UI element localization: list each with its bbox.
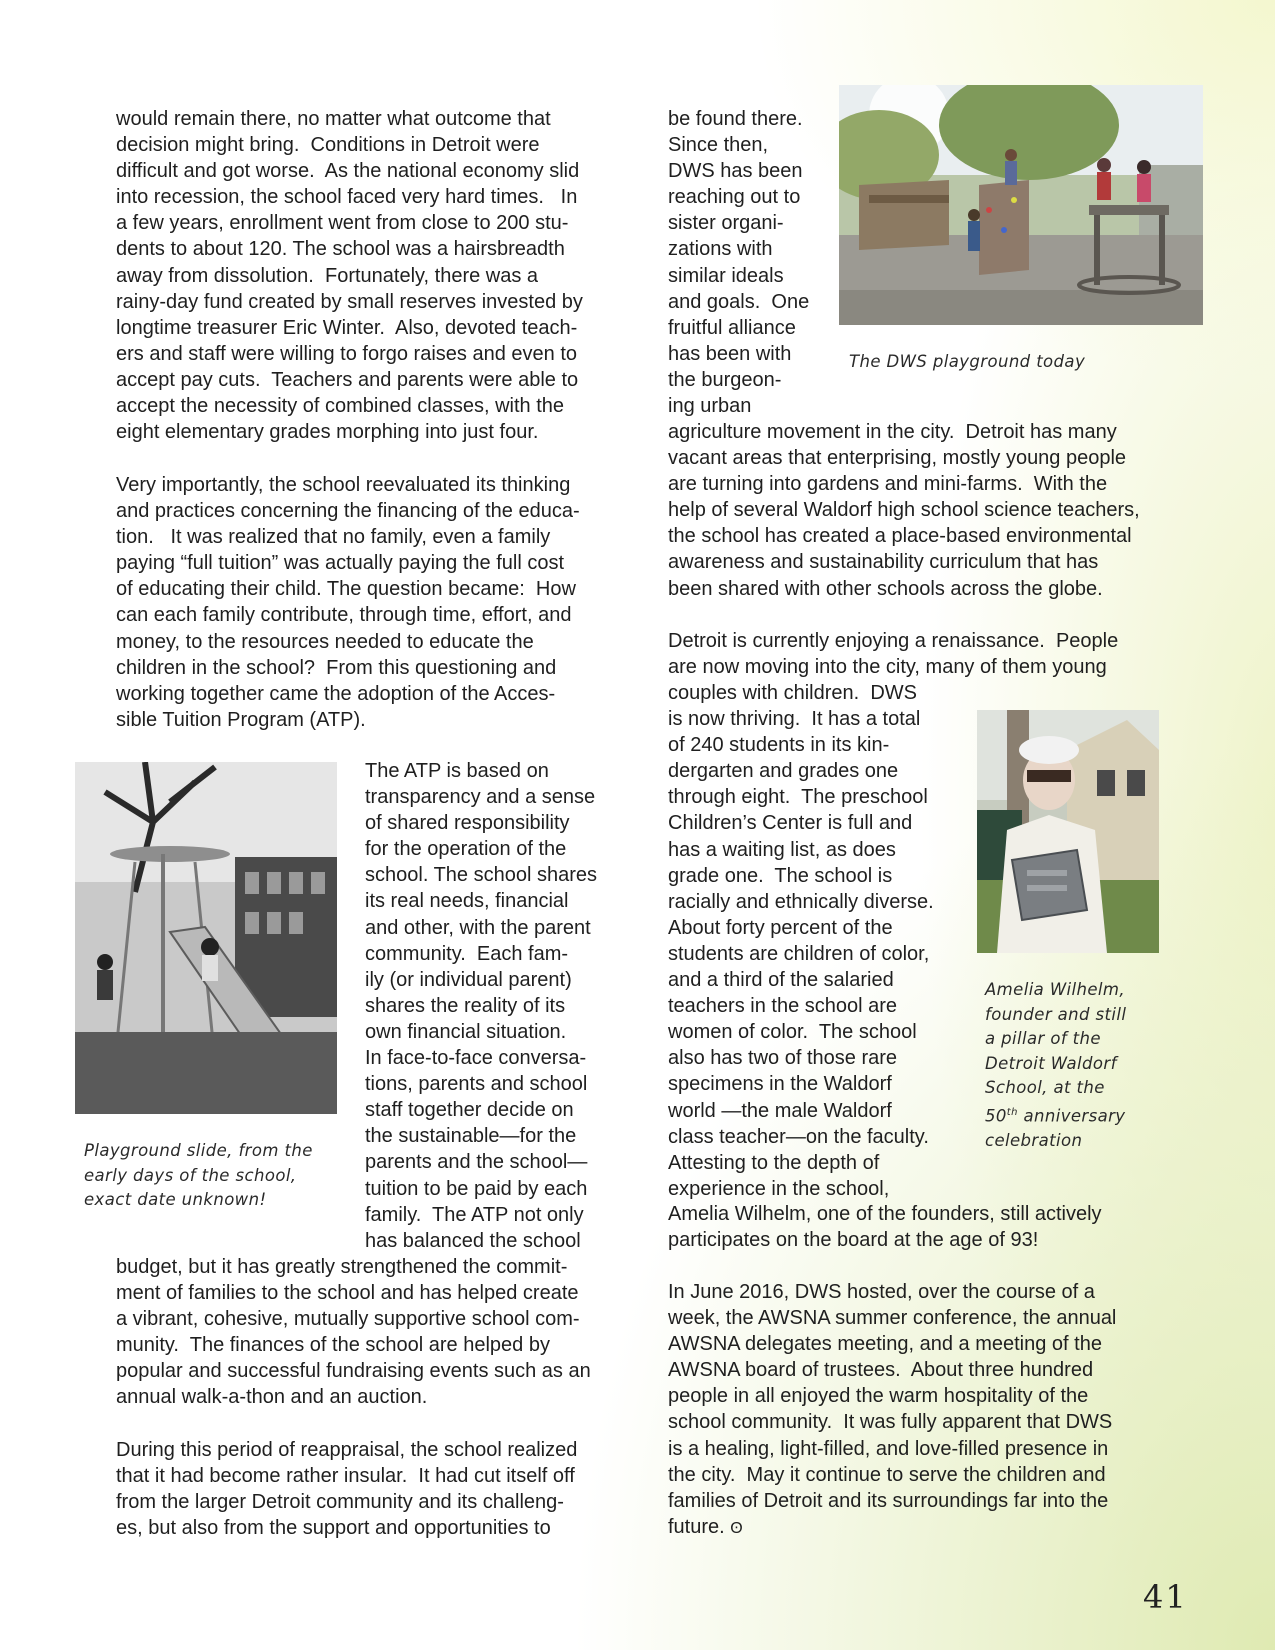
right-para-3 [668, 1279, 1116, 1542]
left-para-3-rest: budget, but it has greatly strengthened the commit- ment of families to the school and has helped create a vibrant, cohesive, mutually supportive school com- munity. The finances of the school are helped by popular and successful fundraising events such as an annual walk-a-thon and an auction. [116, 1256, 591, 1409]
right-para-2-rest: Amelia Wilhelm, one of the founders, still actively participates on the board at the age of 93! [668, 1203, 1102, 1252]
playground-slide-photo [75, 762, 337, 1114]
amelia-caption-b: anniversary celebration [985, 1106, 1126, 1150]
playground-today-caption: The DWS playground today [849, 352, 1086, 371]
left-para-4: During this period of reappraisal, the school realized that it had become rather insular. It had cut itself off from the larger Detroit community and its challeng- es, but also from the support and opportunities to [116, 1439, 578, 1540]
left-para-2: Very importantly, the school reevaluated its thinking and practices concerning the financing of the educa- tion. It was realized that no family, even a family paying “full tuition” was actually paying the full cost of educating their child. The question became: How can each family contribute, through time, effort, and money, to the resources needed to educate the children in the school? From this questioning and working together came the adoption of the Acces- sible Tuition Program (ATP). [116, 474, 580, 731]
left-para-3-wrap: The ATP is based on transparency and a sense of shared responsibility for the operation of the school. The school shares its real needs, financial and other, with the parent community. Each fam- ily (or individual parent) shares the reality of its own financial situation. In face-to-face conversa- tions, parents and school staff together decide on the sustainable—for the parents and the school— tuition to be paid by each family. The ATP not only has balanced the school [365, 760, 597, 1252]
amelia-caption-a: Amelia Wilhelm, founder and still a pillar of the Detroit Waldorf School, at the 50 [985, 980, 1127, 1125]
amelia-wilhelm-photo [977, 710, 1159, 953]
right-para-1-wrap: be found there. Since then, DWS has been reaching out to sister organi- zations with similar ideals and goals. One fruitful alliance has been with the burgeon- ing urban [668, 108, 810, 418]
slide-photo-caption: Playground slide, from the early days of the school, exact date unknown! [84, 1141, 313, 1209]
right-para-2-wrap: couples with children. DWS is now thriving. It has a total of 240 students in its kin- dergarten and grades one through eight. The preschool Children’s Center is full and has a waiting list, as does grade one. The school is racially and ethnically diverse. About forty percent of the students are children of color, and a third of the salaried teachers in the school are women of color. The school also has two of those rare specimens in the Waldorf world —the male Waldorf class teacher—on the faculty. Attesting to the depth of experience in the school, [668, 682, 934, 1200]
playground-today-photo [839, 85, 1203, 325]
page-number: 41 [1143, 1578, 1188, 1616]
right-para-1-rest: agriculture movement in the city. Detroit has many vacant areas that enterprising, mostly young people are turning into gardens and mini-farms. With the help of several Waldorf high school science teachers, the school has created a place-based environmental awareness and sustainability curriculum that has been shared with other schools across the globe. [668, 421, 1140, 600]
amelia-caption-sup: th [1006, 1106, 1018, 1118]
right-para-3-text: In June 2016, DWS hosted, over the course of a week, the AWSNA summer conference, the annual AWSNA delegates meeting, and a meeting of the AWSNA board of trustees. About three hundred people in all enjoyed the warm hospitality of the school community. It was fully apparent that DWS is a healing, light-filled, and love-filled presence in the city. May it continue to serve the children and families of Detroit and its surroundings far into the future. [668, 1281, 1117, 1538]
right-para-2-top: Detroit is currently enjoying a renaissance. People are now moving into the city, many of them young [668, 630, 1119, 679]
end-mark-icon: ʘ [730, 1519, 743, 1537]
left-para-1: would remain there, no matter what outcome that decision might bring. Conditions in Detroit were difficult and got worse. As the national economy slid into recession, the school faced very hard times. In a few years, enrollment went from close to 200 stu- dents to about 120. The school was a hairsbreadth away from dissolution. Fortunately, there was a rainy-day fund created by small reserves invested by longtime treasurer Eric Winter. Also, devoted teach- ers and staff were willing to forgo raises and even to accept pay cuts. Teachers and parents were able to accept the necessity of combined classes, with the eight elementary grades morphing into just four. [116, 108, 583, 444]
amelia-photo-caption [985, 978, 1126, 1153]
